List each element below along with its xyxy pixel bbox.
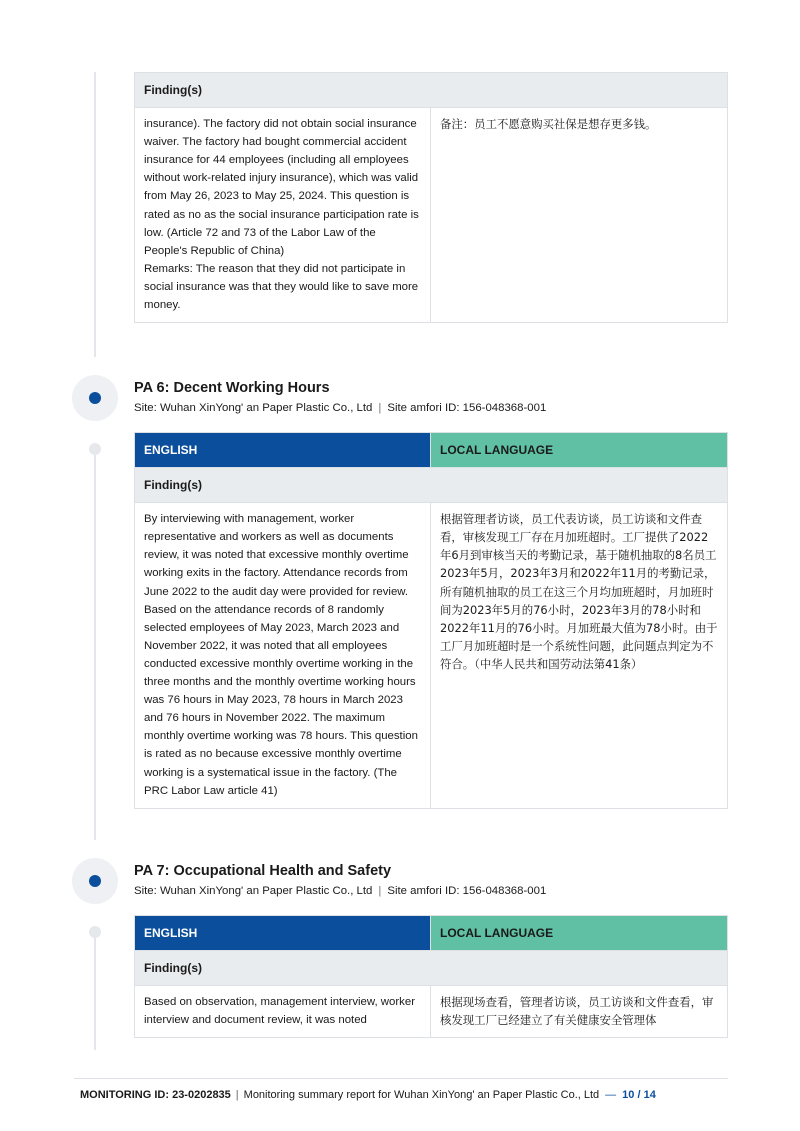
site-name: Site: Wuhan XinYong' an Paper Plastic Co., Ltd: [134, 885, 373, 897]
timeline-line: [94, 938, 96, 1050]
findings-table-pa7: [134, 915, 728, 1038]
finding-english-text: By interviewing with management, worker representative and workers as well as documents review, it was noted that excessive monthly overtime working exits in the factory. Attendance records from June 2022 to the audit day were provided for review. Based on the attendance records of 8 randomly selected employees of May 2023, March 2023 and November 2022, it was noted that all employees conducted excessive monthly overtime working in the three months and the monthly overtime working hours was 76 hours in May 2023, 78 hours in March 2023 and 76 hours in November 2022. The maximum monthly overtime working was 78 hours. This question is rated as no because excessive monthly overtime working is a systematical issue in the factory. (The PRC Labor Law article 41): [135, 503, 431, 809]
column-header-local: LOCAL LANGUAGE: [431, 916, 728, 951]
timeline-node-pa6: [72, 375, 118, 421]
finding-label: Finding(s): [135, 73, 728, 108]
timeline-line: [94, 72, 96, 357]
column-header-english: ENGLISH: [135, 916, 431, 951]
timeline-node-pa7: [72, 858, 118, 904]
timeline-line: [94, 455, 96, 840]
site-separator: |: [378, 402, 382, 414]
site-id: Site amfori ID: 156-048368-001: [387, 885, 547, 897]
finding-local-text: 备注：员工不愿意购买社保是想存更多钱。: [431, 108, 728, 323]
finding-local-text: 根据现场查看，管理者访谈，员工访谈和文件查看，审核发现工厂已经建立了有关健康安全管理体: [431, 986, 728, 1038]
findings-table-pa6: [134, 432, 728, 809]
finding-english-text: insurance). The factory did not obtain social insurance waiver. The factory had bought commercial accident insurance for 44 employees (including all employees without work-related injury insurance), which was valid from May 26, 2023 to May 25, 2024. This question is rated as no as the social insurance participation rate is low. (Article 72 and 73 of the Labor Law of the People's Republic of China) Remarks: The reason that they did not participate in social insurance was that they would like to save more money.: [135, 108, 431, 323]
footer-dash: —: [605, 1089, 617, 1101]
site-name: Site: Wuhan XinYong' an Paper Plastic Co., Ltd: [134, 402, 373, 414]
timeline-dot-icon: [89, 875, 101, 887]
monitoring-id: MONITORING ID: 23-0202835: [80, 1089, 231, 1101]
column-header-local: LOCAL LANGUAGE: [431, 433, 728, 468]
report-summary-title: Monitoring summary report for Wuhan XinYong' an Paper Plastic Co., Ltd: [243, 1089, 600, 1101]
finding-label: Finding(s): [135, 951, 728, 986]
column-header-english: ENGLISH: [135, 433, 431, 468]
findings-table-continued: [134, 72, 728, 323]
finding-label: Finding(s): [135, 468, 728, 503]
finding-english-text: Based on observation, management interview, worker interview and document review, it was noted: [135, 986, 431, 1038]
site-separator: |: [378, 885, 382, 897]
site-info: [134, 885, 546, 897]
page-footer: [80, 1089, 728, 1101]
section-title: PA 6: Decent Working Hours: [134, 380, 330, 396]
page-number: 10 / 14: [622, 1089, 656, 1101]
timeline-small-dot: [89, 926, 101, 938]
timeline-small-dot: [89, 443, 101, 455]
site-info: [134, 402, 546, 414]
finding-local-text: 根据管理者访谈，员工代表访谈，员工访谈和文件查看，审核发现工厂存在月加班超时。工厂提供了2022年6月到审核当天的考勤记录，基于随机抽取的8名员工2023年5月，2023年3月和2022年11月的考勤记录，所有随机抽取的员工在这三个月均加班超时，月加班时间为2023年5月的76小时，2023年3月的78小时和2022年11月的76小时。月加班最大值为78小时。由于工厂月加班超时是一个系统性问题，此问题点判定为不符合。（中华人民共和国劳动法第41条）: [431, 503, 728, 809]
site-id: Site amfori ID: 156-048368-001: [387, 402, 547, 414]
section-title: PA 7: Occupational Health and Safety: [134, 863, 392, 879]
footer-separator: |: [235, 1089, 239, 1101]
footer-divider: [74, 1078, 728, 1079]
timeline-dot-icon: [89, 392, 101, 404]
